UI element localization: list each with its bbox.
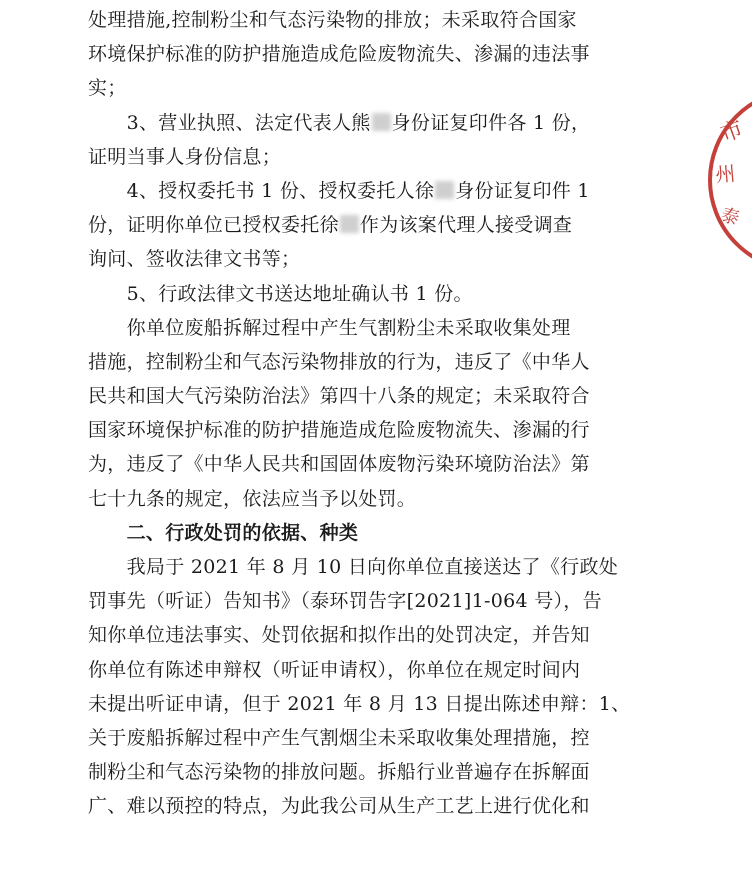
text-line [88, 106, 648, 140]
text-line: 你单位有陈述申辩权（听证申请权），你单位在规定时间内 [88, 658, 581, 681]
text-line: 未提出听证申请，但于 2021 年 8 月 13 日提出陈述申辩：1、 [88, 692, 631, 715]
text-segment: 身份证复印件 1 [455, 179, 590, 202]
text-line: 实； [88, 77, 127, 100]
text-line: 处理措施,控制粉尘和气态污染物的排放；未采取符合国家 [88, 9, 577, 31]
seal-character: 州 [714, 161, 737, 187]
redacted-name [435, 181, 454, 199]
document-body [88, 3, 648, 824]
text-line: 询问、签收法律文书等； [88, 248, 301, 271]
redacted-name [340, 215, 359, 233]
seal-character: 市 [717, 116, 747, 148]
text-line [88, 208, 648, 242]
text-line [88, 174, 648, 208]
text-segment: 4、授权委托书 1 份、授权委托人徐 [126, 179, 435, 202]
text-line: 广、难以预控的特点，为此我公司从生产工艺上进行优化和 [88, 795, 590, 818]
text-segment: 3、营业执照、法定代表人熊 [126, 111, 371, 134]
text-line: 知你单位违法事实、处罚依据和拟作出的处罚决定，并告知 [88, 624, 590, 647]
official-seal [690, 80, 752, 280]
text-line: 你单位废船拆解过程中产生气割粉尘未采取收集处理 [126, 316, 571, 339]
text-segment: 身份证复印件各 1 份， [391, 111, 591, 134]
text-segment: 份，证明你单位已授权委托徐 [88, 214, 339, 237]
text-line: 关于废船拆解过程中产生气割烟尘未采取收集处理措施，控 [88, 726, 590, 749]
seal-character: 泰 [718, 204, 742, 230]
text-line: 证明当事人身份信息； [88, 145, 282, 168]
text-line: 措施，控制粉尘和气态污染物排放的行为，违反了《中华人 [88, 350, 590, 373]
text-line: 为，违反了《中华人民共和国固体废物污染环境防治法》第 [88, 453, 590, 476]
text-line: 我局于 2021 年 8 月 10 日向你单位直接送达了《行政处 [126, 556, 619, 578]
text-line: 5、行政法律文书送达地址确认书 1 份。 [126, 282, 473, 305]
text-line: 民共和国大气污染防治法》第四十八条的规定；未采取符合 [88, 385, 590, 408]
redacted-name [372, 113, 391, 131]
text-line: 环境保护标准的防护措施造成危险废物流失、渗漏的违法事 [88, 43, 590, 66]
text-line: 国家环境保护标准的防护措施造成危险废物流失、渗漏的行 [88, 419, 590, 442]
section-heading: 二、行政处罚的依据、种类 [126, 521, 359, 544]
text-line: 七十九条的规定，依法应当予以处罚。 [88, 487, 417, 510]
text-line: 罚事先（听证）告知书》（泰环罚告字[2021]1-064 号），告 [88, 590, 602, 613]
text-line: 制粉尘和气态污染物的排放问题。拆船行业普遍存在拆解面 [88, 761, 590, 784]
text-segment: 作为该案代理人接受调查 [359, 214, 573, 237]
